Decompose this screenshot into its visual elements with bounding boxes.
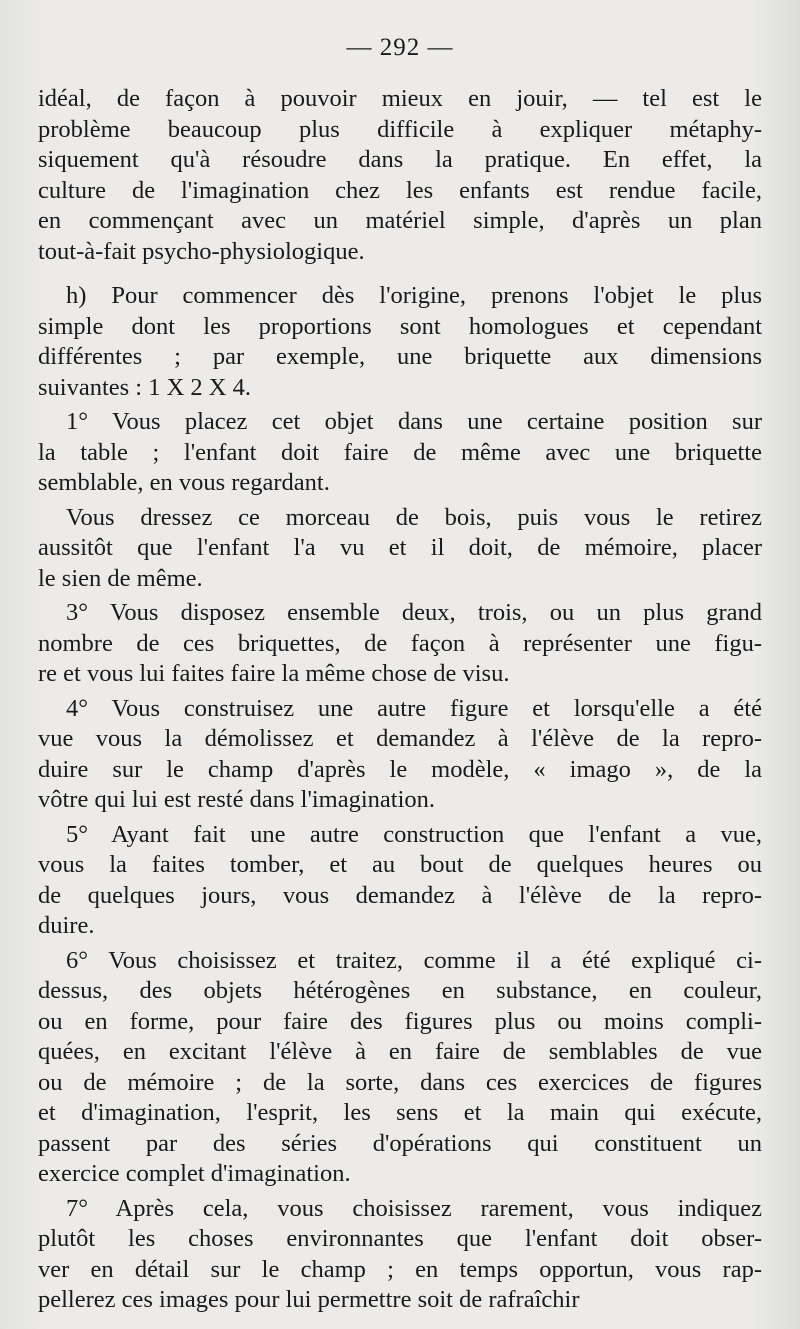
text-line: vue vous la démolissez et demandez à l'élève de la repro-	[38, 725, 762, 752]
paragraph	[38, 503, 762, 595]
text-line: exercice complet d'imagination.	[38, 1160, 351, 1187]
text-line: ver en détail sur le champ ; en temps opportun, vous rap-	[38, 1255, 762, 1283]
text-line: vôtre qui lui est resté dans l'imagination.	[38, 786, 436, 813]
text-line: suivantes : 1 X 2 X 4.	[38, 373, 251, 401]
paragraph	[38, 946, 762, 1190]
text-line: semblable, en vous regardant.	[38, 469, 330, 496]
text-line: 6° Vous choisissez et traitez, comme il a été expliqué ci-	[66, 946, 762, 974]
paragraph	[38, 407, 762, 499]
text-line: la table ; l'enfant doit faire de même avec une briquette	[38, 438, 762, 466]
paragraph	[38, 281, 762, 403]
text-line: Vous dressez ce morceau de bois, puis vous le retirez	[66, 503, 762, 531]
text-line: siquement qu'à résoudre dans la pratique. En effet, la	[38, 146, 762, 173]
text-line: simple dont les proportions sont homologues et cependant	[38, 312, 762, 340]
paragraph	[38, 84, 762, 267]
text-line: culture de l'imagination chez les enfants est rendue facile,	[38, 176, 762, 204]
text-line: 1° Vous placez cet objet dans une certaine position sur	[66, 408, 762, 435]
paragraph	[38, 694, 762, 816]
text-line: tout-à-fait psycho-physiologique.	[38, 237, 365, 265]
text-line: 7° Après cela, vous choisissez rarement, vous indiquez	[66, 1194, 762, 1222]
text-line: pellerez ces images pour lui permettre soit de rafraîchir	[38, 1286, 580, 1313]
text-line: re et vous lui faites faire la même chose de visu.	[38, 660, 510, 687]
text-line: problème beaucoup plus difficile à expliquer métaphy-	[38, 115, 762, 143]
text-line: 3° Vous disposez ensemble deux, trois, ou un plus grand	[66, 599, 762, 626]
text-line: ou de mémoire ; de la sorte, dans ces exercices de figures	[38, 1068, 762, 1096]
text-line: duire.	[38, 912, 95, 939]
text-line: passent par des séries d'opérations qui constituent un	[38, 1129, 762, 1157]
text-line: idéal, de façon à pouvoir mieux en jouir, — tel est le	[38, 85, 762, 112]
text-line: ou en forme, pour faire des figures plus ou moins compli-	[38, 1007, 762, 1035]
paragraph	[38, 1194, 762, 1316]
text-line: 4° Vous construisez une autre figure et lorsqu'elle a été	[66, 694, 762, 722]
text-body	[38, 84, 762, 1316]
text-line: le sien de même.	[38, 564, 203, 592]
text-line: nombre de ces briquettes, de façon à représenter une figu-	[38, 629, 762, 657]
paragraph	[38, 598, 762, 690]
text-line: en commençant avec un matériel simple, d'après un plan	[38, 207, 762, 234]
text-line: h) Pour commencer dès l'origine, prenons l'objet le plus	[66, 282, 762, 309]
paragraph-gap	[38, 271, 762, 281]
text-line: duire sur le champ d'après le modèle, « imago », de la	[38, 755, 762, 783]
text-line: quées, en excitant l'élève à en faire de semblables de vue	[38, 1038, 762, 1065]
text-line: 5° Ayant fait une autre construction que l'enfant a vue,	[66, 820, 762, 848]
page-number: — 292 —	[346, 34, 454, 61]
text-line: aussitôt que l'enfant l'a vu et il doit, de mémoire, placer	[38, 534, 762, 561]
text-line: vous la faites tomber, et au bout de quelques heures ou	[38, 851, 762, 878]
text-line: dessus, des objets hétérogènes en substance, en couleur,	[38, 977, 762, 1004]
text-line: et d'imagination, l'esprit, les sens et la main qui exécute,	[38, 1099, 762, 1126]
text-line: différentes ; par exemple, une briquette aux dimensions	[38, 343, 762, 370]
text-line: plutôt les choses environnantes que l'enfant doit obser-	[38, 1225, 762, 1252]
paragraph	[38, 820, 762, 942]
text-line: de quelques jours, vous demandez à l'élève de la repro-	[38, 881, 762, 909]
